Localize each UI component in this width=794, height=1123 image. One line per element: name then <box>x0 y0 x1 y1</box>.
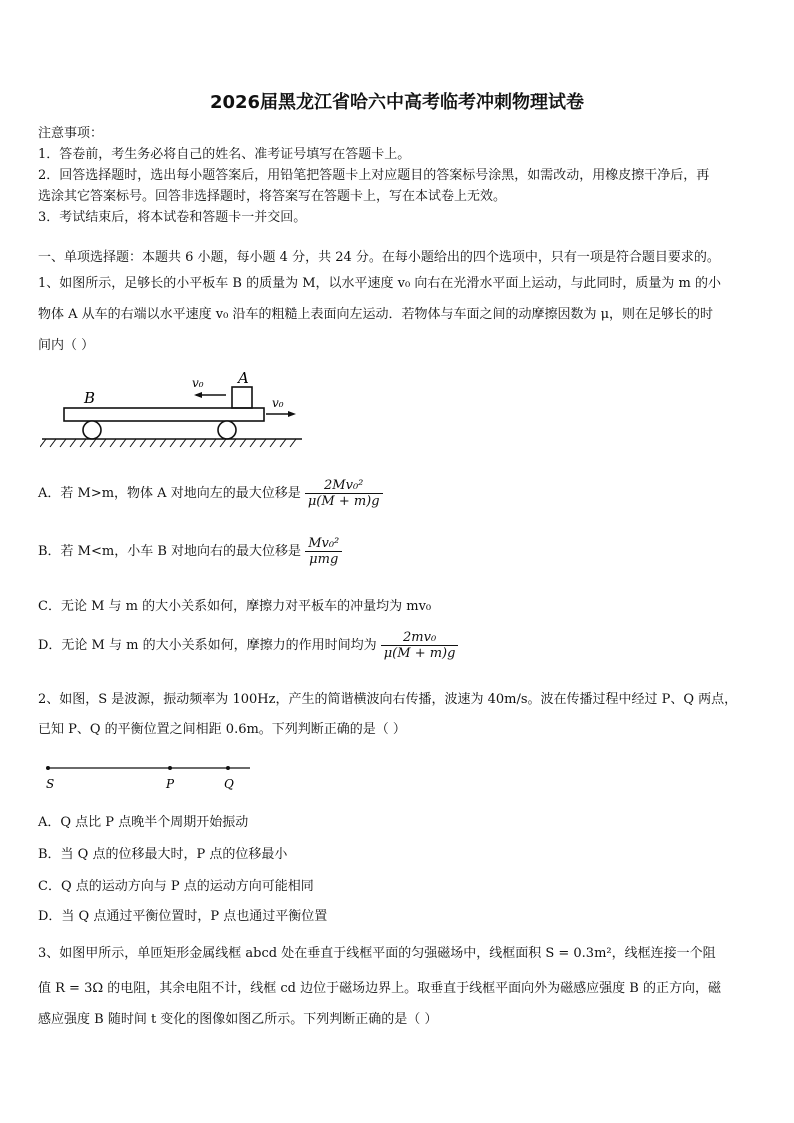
option-a: A．Q 点比 P 点晚半个周期开始振动 <box>38 815 249 830</box>
cart-plate <box>64 408 264 421</box>
notice-item: 2．回答选择题时，选出每小题答案后，用铅笔把答题卡上对应题目的答案标号涂黑，如需改动，用橡皮擦干净后，再 <box>38 168 710 183</box>
question-3-text: 3、如图甲所示，单匝矩形金属线框 abcd 处在垂直于线框平面的匀强磁场中，线框面积 S = 0.3m²，线框连接一个阻 <box>38 946 716 961</box>
question-3-text: 感应强度 B 随时间 t 变化的图像如图乙所示。下列判断正确的是（ ） <box>38 1012 438 1027</box>
option-c: C．Q 点的运动方向与 P 点的运动方向可能相同 <box>38 879 314 894</box>
point-p <box>168 766 172 770</box>
cart-wheel <box>83 421 101 439</box>
option-text: A．若 M>m，物体 A 对地向左的最大位移是 <box>38 486 301 501</box>
notice-item: 选涂其它答案标号。回答非选择题时，将答案写在答题卡上，写在本试卷上无效。 <box>38 189 507 204</box>
denominator: μmg <box>309 552 339 567</box>
question-1-text: 1、如图所示，足够长的小平板车 B 的质量为 M，以水平速度 v₀ 向右在光滑水平面上运动，与此同时，质量为 m 的小 <box>38 276 721 291</box>
notice-item: 1．答卷前，考生务必将自己的姓名、准考证号填写在答题卡上。 <box>38 147 411 162</box>
option-c: C．无论 M 与 m 的大小关系如何，摩擦力对平板车的冲量均为 mv₀ <box>38 599 432 614</box>
question-1-text: 物体 A 从车的右端以水平速度 v₀ 沿车的粗糙上表面向左运动．若物体与车面之间的动摩擦因数为 μ，则在足够长的时 <box>38 307 714 322</box>
question-2-text: 已知 P、Q 的平衡位置之间相距 0.6m。下列判断正确的是（ ） <box>38 722 406 737</box>
question-3-text: 值 R = 3Ω 的电阻，其余电阻不计，线框 cd 边位于磁场边界上。取垂直于线框平面向外为磁感应强度 B 的正方向，磁 <box>38 981 721 996</box>
denominator: μ(M + m)g <box>383 646 456 661</box>
label-p: P <box>166 777 175 791</box>
option-b: B．当 Q 点的位移最大时，P 点的位移最小 <box>38 847 288 862</box>
label-b: B <box>84 389 96 407</box>
page-title: 2026届黑龙江省哈六中高考临考冲刺物理试卷 <box>209 92 585 113</box>
numerator: 2mv₀ <box>381 630 459 646</box>
label-q: Q <box>224 777 234 791</box>
label-a: A <box>238 369 249 387</box>
denominator: μ(M + m)g <box>307 494 380 509</box>
notice-heading: 注意事项： <box>38 126 104 141</box>
fraction <box>305 478 383 509</box>
option-a <box>38 478 383 509</box>
section-heading: 一、单项选择题：本题共 6 小题，每小题 4 分，共 24 分。在每小题给出的四个选项中，只有一项是符合题目要求的。 <box>38 250 720 265</box>
fraction <box>305 536 342 567</box>
cart-wheel <box>218 421 236 439</box>
option-b <box>38 536 342 567</box>
label-v0-left: v₀ <box>192 376 204 390</box>
point-q <box>226 766 230 770</box>
question-1-text: 间内（ ） <box>38 338 95 353</box>
arrow-head-left <box>194 392 202 398</box>
option-text: B．若 M<m，小车 B 对地向右的最大位移是 <box>38 544 302 559</box>
notice-item: 3．考试结束后，将本试卷和答题卡一并交回。 <box>38 210 307 225</box>
numerator: Mv₀² <box>305 536 342 552</box>
fraction <box>381 630 459 661</box>
question-2-text: 2、如图，S 是波源，振动频率为 100Hz，产生的简谐横波向右传播，波速为 40m/s。波在传播过程中经过 P、Q 两点， <box>38 692 738 707</box>
label-v0-right: v₀ <box>272 396 284 410</box>
question-2-figure <box>40 758 260 794</box>
numerator: 2Mv₀² <box>305 478 383 494</box>
question-1-figure <box>40 365 310 455</box>
option-d: D．当 Q 点通过平衡位置时，P 点也通过平衡位置 <box>38 909 328 924</box>
option-d <box>38 630 458 661</box>
arrow-head-right <box>288 411 296 417</box>
label-s: S <box>46 777 55 791</box>
ground-hatch <box>40 439 296 447</box>
block-a <box>232 387 252 408</box>
point-s <box>46 766 50 770</box>
option-text: D．无论 M 与 m 的大小关系如何，摩擦力的作用时间均为 <box>38 638 377 653</box>
